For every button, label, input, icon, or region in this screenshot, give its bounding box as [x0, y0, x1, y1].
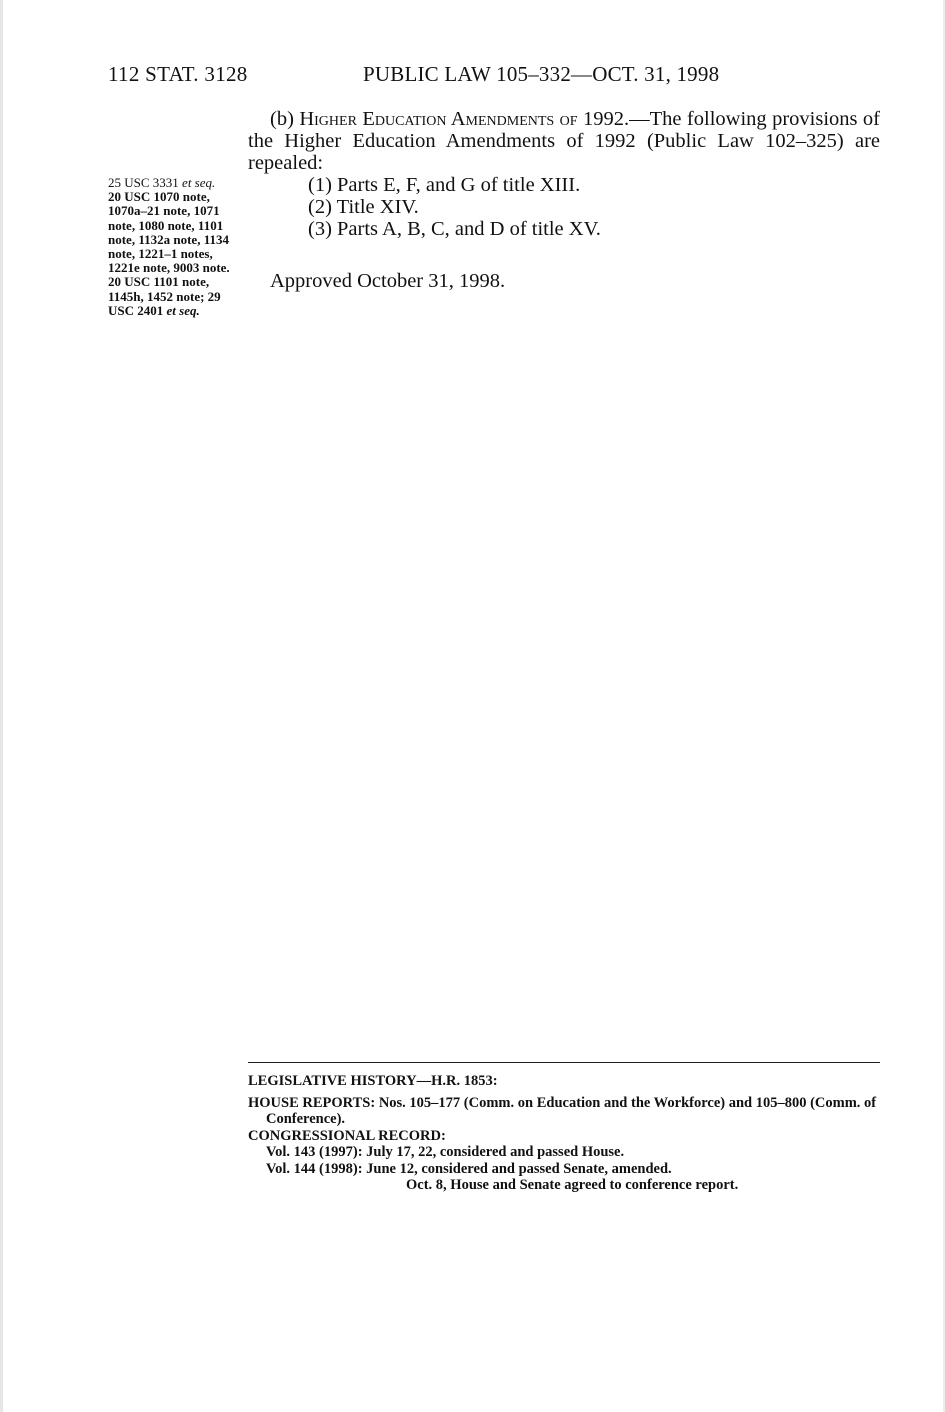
house-reports: HOUSE REPORTS: Nos. 105–177 (Comm. on Education and the Workforce) and 105–800 (Comm. of Conference).	[248, 1094, 877, 1127]
list-item: (1) Parts E, F, and G of title XIII.	[308, 174, 581, 196]
margin-note: 20 USC 1070 note, 1070a–21 note, 1071 note, 1080 note, 1101 note, 1132a note, 1134 note, 1221–1 notes, 1221e note, 9003 note.	[108, 189, 230, 276]
section-label: (b)	[270, 108, 294, 130]
history-rule	[248, 1062, 880, 1063]
margin-note-text: 25 USC 3331	[108, 175, 183, 190]
margin-note	[108, 275, 243, 318]
margin-notes	[108, 176, 243, 318]
congressional-record: CONGRESSIONAL RECORD:	[248, 1127, 446, 1144]
margin-note	[108, 176, 243, 190]
section-heading: Higher Education Amendments of 1992.	[299, 108, 630, 130]
margin-note-italic: et seq.	[166, 302, 200, 318]
margin-note-text: 20 USC 1101 note, 1145h, 1452 note; 29 USC 2401	[108, 274, 221, 318]
repealed-list	[248, 174, 880, 240]
margin-note-italic: et seq.	[182, 175, 216, 190]
record-vol-144-cont: Oct. 8, House and Senate agreed to conference report.	[406, 1177, 739, 1193]
legislative-history	[248, 1062, 880, 1194]
main-text	[248, 108, 880, 240]
list-item: (3) Parts A, B, C, and D of title XV.	[308, 218, 601, 240]
law-title: PUBLIC LAW 105–332—OCT. 31, 1998	[363, 62, 720, 86]
record-vol-144: Vol. 144 (1998): June 12, considered and passed Senate, amended.	[266, 1160, 672, 1177]
history-title: LEGISLATIVE HISTORY—H.R. 1853:	[248, 1073, 498, 1089]
list-item: (2) Title XIV.	[308, 196, 419, 218]
approval-date: Approved October 31, 1998.	[270, 270, 506, 292]
section-text: —The following provisions of the Higher Education Amendments of 1992 (Public Law 102–325) are repealed:	[248, 108, 881, 174]
page-header	[108, 62, 868, 92]
stat-reference: 112 STAT. 3128	[108, 62, 248, 86]
section-paragraph	[248, 108, 880, 174]
page-edge	[0, 0, 3, 1412]
record-vol-143: Vol. 143 (1997): July 17, 22, considered and passed House.	[266, 1144, 625, 1160]
